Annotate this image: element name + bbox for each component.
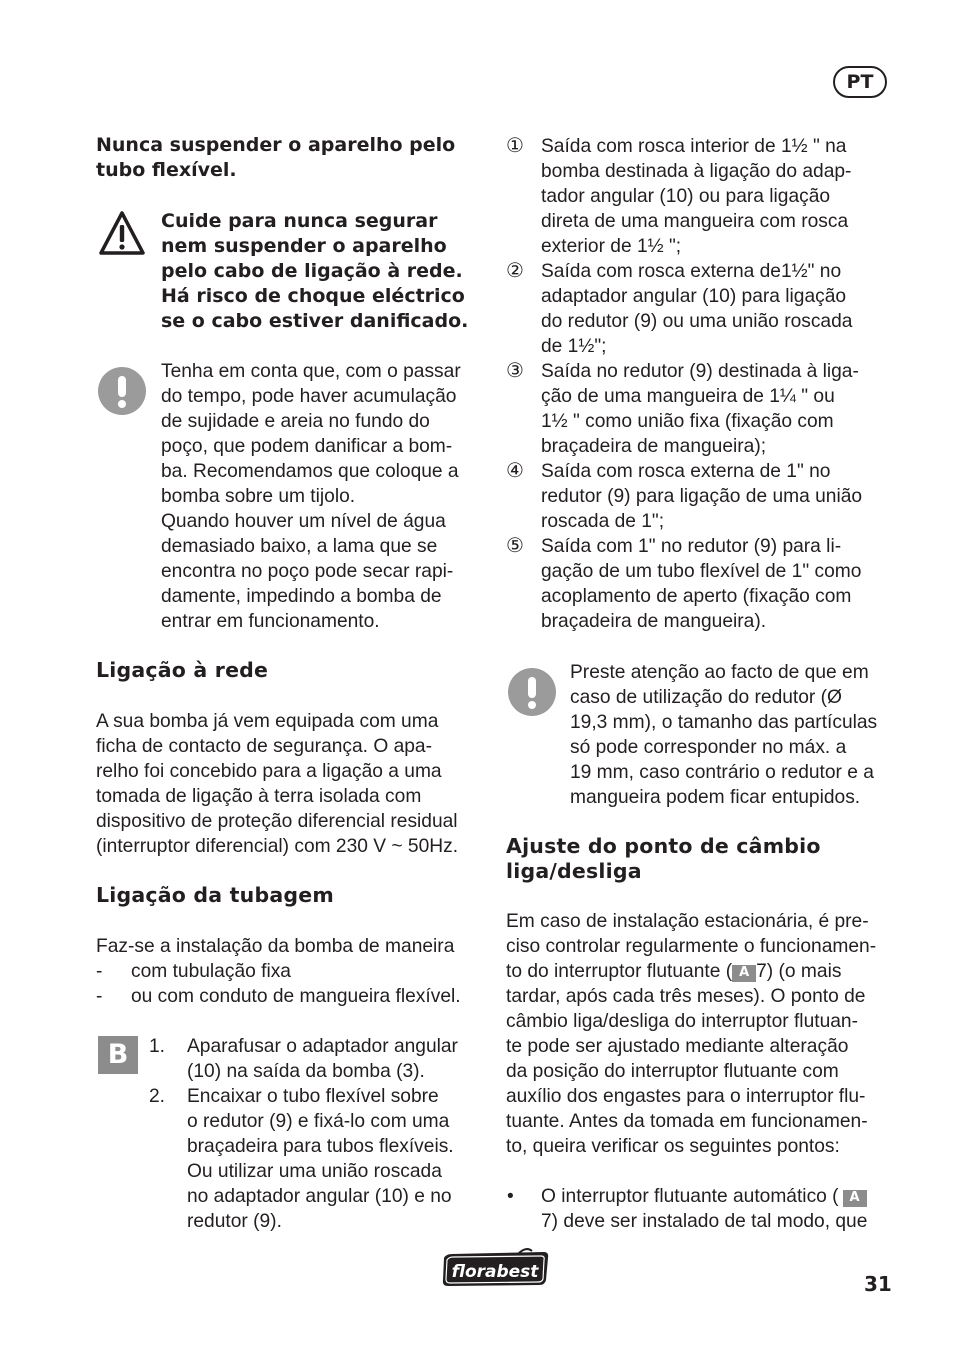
ajuste-line: ciso controlar regularmente o funcionamen- [506, 936, 877, 957]
outlet-number: ② [506, 258, 524, 282]
note-line: poço, que podem danificar a bom- [161, 436, 453, 457]
ajuste-text: to do interruptor flutuante ( [506, 961, 733, 982]
brand-name: florabest [451, 1262, 539, 1282]
paragraph-line: relho foi concebido para a ligação a uma [96, 761, 442, 782]
outlet-line: braçadeira de mangueira); [541, 436, 767, 457]
warning-line: Cuide para nunca segurar [161, 210, 438, 232]
heading-rede: Ligação à rede [96, 658, 269, 682]
note-line: Quando houver um nível de água [161, 511, 446, 532]
heading-line: liga/desliga [506, 859, 642, 883]
step-line: Ou utilizar uma união roscada [187, 1161, 442, 1182]
exclamation-note-icon [508, 668, 556, 716]
paragraph-line: tardar, após cada três meses). O ponto de [506, 986, 866, 1007]
warning-line: tubo flexível. [96, 159, 237, 181]
paragraph-line: tomada de ligação à terra isolada com [96, 786, 422, 807]
outlet-line: gação de um tubo flexível de 1" como [541, 561, 862, 582]
figure-a-label: A [732, 965, 756, 982]
step-number: 1. [149, 1036, 166, 1057]
warning-line: pelo cabo de ligação à rede. [161, 260, 463, 282]
paragraph-line: auxílio dos engastes para o interruptor flu- [506, 1086, 866, 1107]
outlet-line: 1½ " como união fixa (fixação com [541, 411, 834, 432]
outlet-line: adaptador angular (10) para ligação [541, 286, 847, 307]
step-line: Encaixar o tubo flexível sobre [187, 1086, 439, 1107]
note-line: Preste atenção ao facto de que em [570, 662, 869, 683]
bullet-text [541, 1184, 867, 1209]
outlet-line: Saída com rosca externa de1½" no [541, 261, 842, 282]
ajuste-line [506, 959, 841, 984]
language-badge: PT [833, 66, 887, 98]
warning-triangle-icon [98, 210, 146, 256]
step-line: no adaptador angular (10) e no [187, 1186, 452, 1207]
outlet-line: do redutor (9) ou uma união roscada [541, 311, 853, 332]
outlet-number: ① [506, 133, 524, 157]
outlet-line: Saída com 1" no redutor (9) para li- [541, 536, 842, 557]
outlet-number: ④ [506, 458, 524, 482]
page-number: 31 [864, 1272, 892, 1296]
step-line: redutor (9). [187, 1211, 282, 1232]
bullet-text: 7) deve ser instalado de tal modo, que [541, 1211, 868, 1232]
note-line: mangueira podem ficar entupidos. [570, 787, 861, 808]
outlet-line: ção de uma mangueira de 1¼ " ou [541, 386, 835, 407]
note-line: ba. Recomendamos que coloque a [161, 461, 459, 482]
paragraph-line: da posição do interruptor flutuante com [506, 1061, 839, 1082]
step-line: braçadeira para tubos flexíveis. [187, 1136, 454, 1157]
step-line: o redutor (9) e fixá-lo com uma [187, 1111, 450, 1132]
outlet-line: Saída com rosca interior de 1½ " na [541, 136, 847, 157]
note-line: encontra no poço pode secar rapi- [161, 561, 454, 582]
outlet-line: exterior de 1½ "; [541, 236, 682, 257]
note-line: 19,3 mm), o tamanho das partículas [570, 712, 878, 733]
warning-line: Há risco de choque eléctrico [161, 285, 465, 307]
step-number: 2. [149, 1086, 166, 1107]
warning-line: nem suspender o aparelho [161, 235, 447, 257]
note-line: bomba sobre um tijolo. [161, 486, 356, 507]
dash-mark: - [96, 961, 103, 982]
note-line: Tenha em conta que, com o passar [161, 361, 461, 382]
note-line: só pode corresponder no máx. a [570, 737, 847, 758]
ajuste-line: Em caso de instalação estacionária, é pre- [506, 911, 869, 932]
dash-mark: - [96, 986, 103, 1007]
note-line: entrar em funcionamento. [161, 611, 380, 632]
paragraph-line: to, queira verificar os seguintes pontos: [506, 1136, 840, 1157]
bullet-text-a: O interruptor flutuante automático ( [541, 1186, 839, 1207]
step-line: Aparafusar o adaptador angular [187, 1036, 458, 1057]
outlet-line: Saída com rosca externa de 1" no [541, 461, 831, 482]
note-line: de sujidade e areia no fundo do [161, 411, 430, 432]
paragraph-line: tuante. Antes da tomada em funcionamen- [506, 1111, 868, 1132]
paragraph-line: câmbio liga/desliga do interruptor flutuan- [506, 1011, 858, 1032]
paragraph-line: A sua bomba já vem equipada com uma [96, 711, 439, 732]
note-line: 19 mm, caso contrário o redutor e a [570, 762, 874, 783]
tubagem-intro: Faz-se a instalação da bomba de maneira [96, 936, 455, 957]
outlet-line: direta de uma mangueira com rosca [541, 211, 849, 232]
note-line: damente, impedindo a bomba de [161, 586, 442, 607]
outlet-line: redutor (9) para ligação de uma união [541, 486, 863, 507]
paragraph-line: (interruptor diferencial) com 230 V ~ 50Hz. [96, 836, 459, 857]
note-line: do tempo, pode haver acumulação [161, 386, 457, 407]
exclamation-note-icon [98, 367, 146, 415]
paragraph-line: dispositivo de proteção diferencial residual [96, 811, 458, 832]
heading-tubagem: Ligação da tubagem [96, 883, 334, 907]
figure-b-label: B [98, 1036, 138, 1074]
step-line: (10) na saída da bomba (3). [187, 1061, 425, 1082]
outlet-line: braçadeira de mangueira). [541, 611, 767, 632]
heading-line: Ajuste do ponto de câmbio [506, 834, 821, 858]
outlet-line: bomba destinada à ligação do adap- [541, 161, 852, 182]
florabest-logo [440, 1248, 551, 1288]
figure-a-label: A [843, 1190, 867, 1207]
warning-line: Nunca suspender o aparelho pelo [96, 134, 456, 156]
outlet-line: acoplamento de aperto (fixação com [541, 586, 852, 607]
outlet-line: tador angular (10) ou para ligação [541, 186, 831, 207]
warning-line: se o cabo estiver danificado. [161, 310, 469, 332]
outlet-line: Saída no redutor (9) destinada à liga- [541, 361, 859, 382]
paragraph-line: te pode ser ajustado mediante alteração [506, 1036, 849, 1057]
outlet-number: ③ [506, 358, 524, 382]
list-item: ou com conduto de mangueira flexível. [131, 986, 461, 1007]
ajuste-text: 7) (o mais [756, 961, 842, 982]
outlet-number: ⑤ [506, 533, 524, 557]
outlet-line: roscada de 1"; [541, 511, 665, 532]
outlet-line: de 1½"; [541, 336, 607, 357]
list-item: com tubulação fixa [131, 961, 291, 982]
paragraph-line: ficha de contacto de segurança. O apa- [96, 736, 432, 757]
note-line: demasiado baixo, a lama que se [161, 536, 438, 557]
note-line: caso de utilização do redutor (Ø [570, 687, 842, 708]
bullet-mark: • [507, 1186, 514, 1207]
